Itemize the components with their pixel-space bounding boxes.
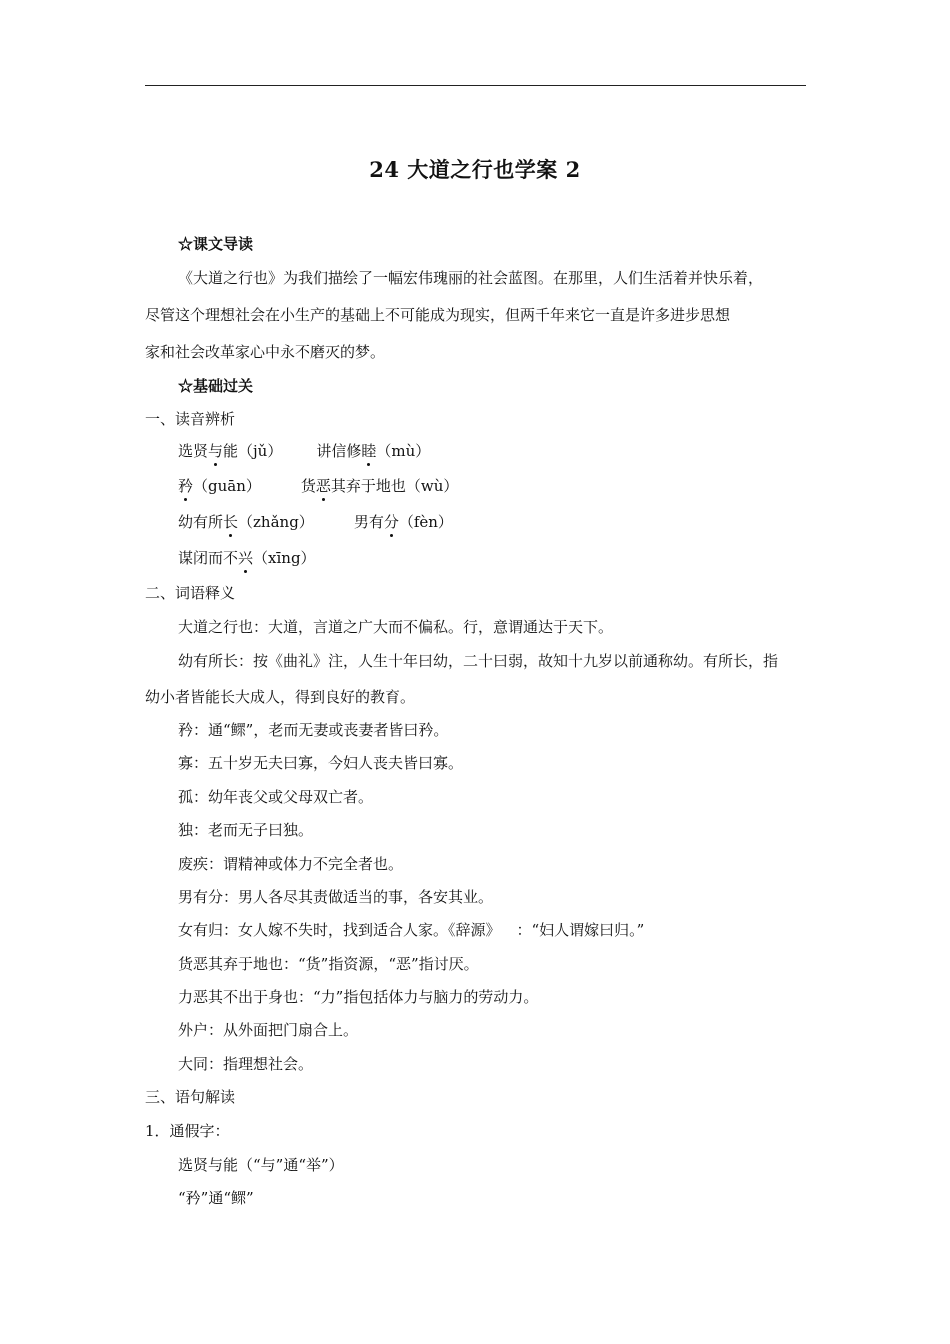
pron-item: 讲信修睦（mù） [316, 442, 431, 460]
part1-heading: 一、读音辨析 [145, 410, 236, 428]
guide-line-3: 家和社会改革家心中永不磨灭的梦。 [145, 343, 386, 361]
pronunciation-row-2 [178, 476, 843, 496]
guide-line-1: 《大道之行也》为我们描绘了一幅宏伟瑰丽的社会蓝图。在那里，人们生活着并快乐着， [178, 269, 764, 287]
definition-9: 女有归：女人嫁不失时，找到适合人家。《辞源》 ：“妇人谓嫁曰归。” [178, 921, 645, 939]
definition-6: 独：老而无子曰独。 [178, 821, 314, 839]
tongjia-line-1: 选贤与能（“与”通“举”） [178, 1156, 344, 1174]
definition-1: 大道之行也：大道，言道之广大而不偏私。行，意谓通达于天下。 [178, 618, 614, 636]
section-guide-heading: ☆课文导读 [178, 235, 254, 253]
pron-item: 货恶其弃于地也（wù） [300, 477, 459, 495]
part3-heading: 三、语句解读 [145, 1088, 236, 1106]
definition-13: 大同：指理想社会。 [178, 1055, 314, 1073]
guide-line-2: 尽管这个理想社会在小生产的基础上不可能成为现实，但两千年来它一直是许多进步思想 [145, 306, 731, 324]
section-basic-heading: ☆基础过关 [178, 377, 254, 395]
definition-10: 货恶其弃于地也：“货”指资源，“恶”指讨厌。 [178, 955, 479, 973]
definition-8: 男有分：男人各尽其责做适当的事，各安其业。 [178, 888, 494, 906]
pron-item: 谋闭而不兴（xīng） [178, 549, 316, 567]
pron-item: 矜（guān） [178, 477, 261, 495]
pron-item: 选贤与能（jǔ） [178, 442, 283, 460]
definition-7: 废疾：谓精神或体力不完全者也。 [178, 855, 404, 873]
pronunciation-row-4 [178, 548, 843, 568]
definition-11: 力恶其不出于身也：“力”指包括体力与脑力的劳动力。 [178, 988, 539, 1006]
header-rule [145, 85, 806, 86]
part2-heading: 二、词语释义 [145, 584, 236, 602]
tongjia-line-2: “矜”通“鳏” [178, 1189, 254, 1207]
pronunciation-row-1 [178, 441, 843, 461]
definition-3: 矜：通“鳏”，老而无妻或丧妻者皆曰矜。 [178, 721, 449, 739]
part3-subheading: 1．通假字： [145, 1122, 230, 1140]
definition-2b: 幼小者皆能长大成人，得到良好的教育。 [145, 688, 416, 706]
definition-2a: 幼有所长：按《曲礼》注，人生十年曰幼，二十曰弱，故知十九岁以前通称幼。有所长，指 [178, 652, 779, 670]
page-title: 24 大道之行也学案 2 [369, 157, 581, 182]
definition-4: 寡：五十岁无夫曰寡，今妇人丧夫皆曰寡。 [178, 754, 464, 772]
definition-12: 外户：从外面把门扇合上。 [178, 1021, 359, 1039]
pron-item: 幼有所长（zhǎng） [178, 513, 314, 531]
pronunciation-row-3 [178, 512, 843, 532]
definition-5: 孤：幼年丧父或父母双亡者。 [178, 788, 374, 806]
pron-item: 男有分（fèn） [353, 513, 453, 531]
